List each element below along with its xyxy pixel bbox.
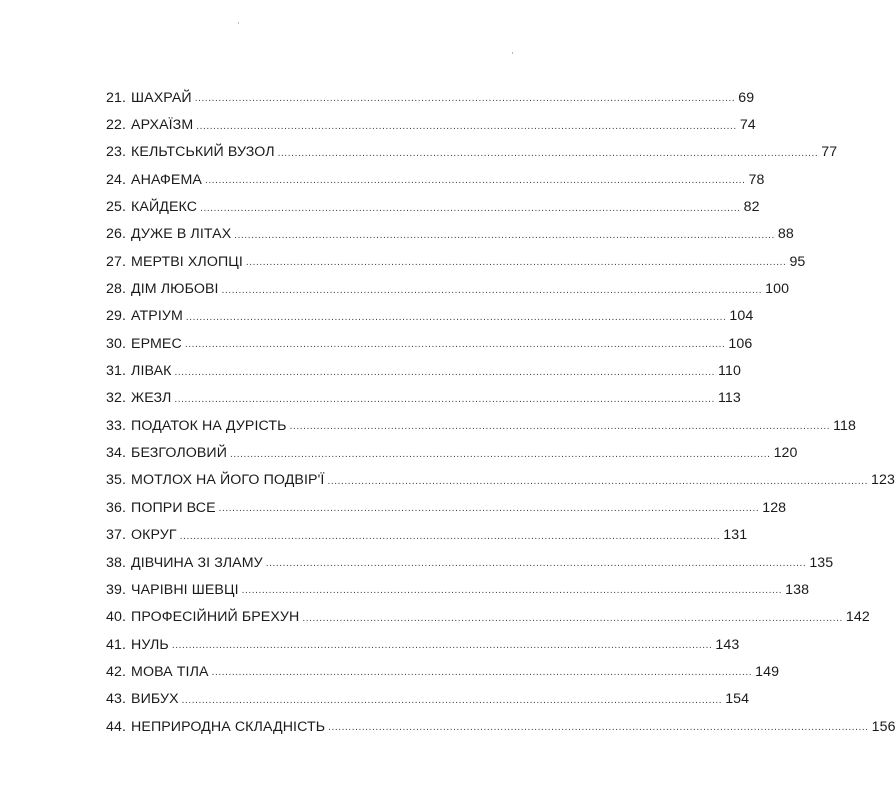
paper-speck bbox=[238, 22, 239, 24]
dot-leader: ................................................................................................................................................................ bbox=[327, 475, 868, 487]
toc-entry[interactable] bbox=[106, 631, 740, 658]
entry-number: 31. bbox=[106, 363, 127, 380]
dot-leader: ................................................................................................................................................................ bbox=[277, 147, 819, 159]
table-of-contents bbox=[106, 84, 896, 740]
entry-number: 28. bbox=[106, 281, 127, 298]
entry-title: ЛІВАК bbox=[131, 363, 172, 380]
dot-leader: ................................................................................................................................................................ bbox=[185, 311, 727, 323]
entry-title: ПОПРИ ВСЕ bbox=[131, 499, 216, 516]
entry-page-number: 135 bbox=[809, 554, 834, 571]
entry-number: 25. bbox=[106, 199, 127, 216]
entry-number: 36. bbox=[106, 499, 127, 516]
dot-leader: ................................................................................................................................................................ bbox=[245, 257, 787, 269]
entry-title: ДІМ ЛЮБОВІ bbox=[131, 281, 219, 298]
entry-title: ДУЖЕ В ЛІТАХ bbox=[131, 226, 232, 243]
entry-page-number: 104 bbox=[729, 308, 754, 325]
entry-number: 44. bbox=[106, 718, 127, 735]
entry-page-number: 149 bbox=[755, 663, 780, 680]
entry-title: ЧАРІВНІ ШЕВЦІ bbox=[131, 581, 239, 598]
entry-title: БЕЗГОЛОВИЙ bbox=[131, 445, 228, 462]
entry-number: 35. bbox=[106, 472, 127, 489]
dot-leader: ................................................................................................................................................................ bbox=[181, 694, 723, 706]
entry-title: ШАХРАЙ bbox=[131, 89, 192, 106]
entry-page-number: 131 bbox=[723, 527, 748, 544]
entry-page-number: 95 bbox=[789, 253, 806, 270]
entry-title: ПРОФЕСІЙНИЙ БРЕХУН bbox=[131, 609, 300, 626]
toc-entry[interactable] bbox=[106, 248, 806, 275]
toc-entry[interactable] bbox=[106, 549, 834, 576]
entry-title: КЕЛЬТСЬКИЙ ВУЗОЛ bbox=[131, 144, 275, 161]
toc-entry[interactable] bbox=[106, 713, 896, 740]
entry-title: ЖЕЗЛ bbox=[131, 390, 172, 407]
entry-number: 34. bbox=[106, 445, 127, 462]
dot-leader: ................................................................................................................................................................ bbox=[174, 393, 715, 405]
entry-number: 41. bbox=[106, 636, 127, 653]
toc-entry[interactable] bbox=[106, 275, 790, 302]
toc-entry[interactable] bbox=[106, 84, 755, 111]
entry-number: 29. bbox=[106, 308, 127, 325]
toc-entry[interactable] bbox=[106, 412, 857, 439]
entry-number: 33. bbox=[106, 417, 127, 434]
entry-page-number: 156 bbox=[871, 718, 896, 735]
toc-entry[interactable] bbox=[106, 330, 753, 357]
entry-title: АНАФЕМА bbox=[131, 171, 202, 188]
entry-title: КАЙДЕКС bbox=[131, 199, 198, 216]
entry-title: НУЛЬ bbox=[131, 636, 169, 653]
entry-number: 39. bbox=[106, 581, 127, 598]
dot-leader: ................................................................................................................................................................ bbox=[302, 612, 843, 624]
dot-leader: ................................................................................................................................................................ bbox=[196, 120, 737, 132]
entry-title: ДІВЧИНА ЗІ ЗЛАМУ bbox=[131, 554, 263, 571]
entry-number: 21. bbox=[106, 89, 127, 106]
entry-number: 24. bbox=[106, 171, 127, 188]
entry-number: 30. bbox=[106, 335, 127, 352]
entry-title: МЕРТВІ ХЛОПЦІ bbox=[131, 253, 243, 270]
entry-page-number: 78 bbox=[748, 171, 765, 188]
paper-speck bbox=[512, 52, 513, 54]
entry-number: 43. bbox=[106, 691, 127, 708]
toc-entry[interactable] bbox=[106, 522, 748, 549]
entry-title: ОКРУГ bbox=[131, 527, 177, 544]
entry-title: НЕПРИРОДНА СКЛАДНІСТЬ bbox=[131, 718, 326, 735]
entry-page-number: 88 bbox=[777, 226, 794, 243]
entry-page-number: 82 bbox=[743, 199, 760, 216]
dot-leader: ................................................................................................................................................................ bbox=[179, 530, 721, 542]
entry-page-number: 69 bbox=[738, 89, 755, 106]
toc-entry[interactable] bbox=[106, 494, 787, 521]
entry-page-number: 123 bbox=[870, 472, 895, 489]
entry-page-number: 110 bbox=[718, 363, 741, 380]
entry-page-number: 143 bbox=[715, 636, 740, 653]
dot-leader: ................................................................................................................................................................ bbox=[211, 667, 753, 679]
entry-page-number: 138 bbox=[785, 581, 810, 598]
dot-leader: ................................................................................................................................................................ bbox=[265, 558, 807, 570]
toc-entry[interactable] bbox=[106, 686, 750, 713]
dot-leader: ................................................................................................................................................................ bbox=[221, 284, 763, 296]
entry-number: 32. bbox=[106, 390, 127, 407]
toc-entry[interactable] bbox=[106, 193, 760, 220]
entry-page-number: 142 bbox=[845, 609, 870, 626]
dot-leader: ................................................................................................................................................................ bbox=[204, 175, 746, 187]
dot-leader: ................................................................................................................................................................ bbox=[289, 421, 831, 433]
toc-entry[interactable] bbox=[106, 604, 870, 631]
entry-page-number: 74 bbox=[739, 117, 756, 134]
entry-page-number: 100 bbox=[765, 281, 790, 298]
dot-leader: ................................................................................................................................................................ bbox=[218, 503, 760, 515]
entry-number: 27. bbox=[106, 253, 127, 270]
entry-title: ЕРМЕС bbox=[131, 335, 182, 352]
entry-title: ВИБУХ bbox=[131, 691, 179, 708]
dot-leader: ................................................................................................................................................................ bbox=[174, 366, 716, 378]
dot-leader: ................................................................................................................................................................ bbox=[328, 722, 869, 734]
dot-leader: ................................................................................................................................................................ bbox=[171, 640, 713, 652]
dot-leader: ................................................................................................................................................................ bbox=[184, 339, 726, 351]
toc-entry[interactable] bbox=[106, 221, 794, 248]
entry-title: МОВА ТІЛА bbox=[131, 663, 209, 680]
entry-title: АТРІУМ bbox=[131, 308, 183, 325]
entry-page-number: 154 bbox=[725, 691, 750, 708]
toc-entry[interactable] bbox=[106, 658, 780, 685]
entry-number: 42. bbox=[106, 663, 127, 680]
dot-leader: ................................................................................................................................................................ bbox=[194, 93, 736, 105]
entry-page-number: 106 bbox=[728, 335, 753, 352]
toc-entry[interactable] bbox=[106, 303, 754, 330]
toc-entry[interactable] bbox=[106, 576, 810, 603]
entry-number: 22. bbox=[106, 117, 127, 134]
entry-page-number: 77 bbox=[821, 144, 838, 161]
entry-title: ПОДАТОК НА ДУРІСТЬ bbox=[131, 417, 287, 434]
toc-entry[interactable] bbox=[106, 439, 798, 466]
entry-number: 26. bbox=[106, 226, 127, 243]
entry-page-number: 128 bbox=[762, 499, 787, 516]
entry-title: МОТЛОХ НА ЙОГО ПОДВІР'Ї bbox=[131, 472, 325, 489]
dot-leader: ................................................................................................................................................................ bbox=[241, 585, 783, 597]
toc-entry[interactable] bbox=[106, 467, 895, 494]
entry-number: 40. bbox=[106, 609, 127, 626]
entry-page-number: 120 bbox=[773, 445, 798, 462]
entry-page-number: 113 bbox=[717, 390, 741, 407]
toc-entry[interactable] bbox=[106, 111, 756, 138]
dot-leader: ................................................................................................................................................................ bbox=[200, 202, 741, 214]
entry-page-number: 118 bbox=[833, 417, 857, 434]
entry-number: 38. bbox=[106, 554, 127, 571]
dot-leader: ................................................................................................................................................................ bbox=[234, 229, 775, 241]
toc-entry[interactable] bbox=[106, 166, 765, 193]
toc-entry[interactable] bbox=[106, 385, 741, 412]
toc-entry[interactable] bbox=[106, 357, 741, 384]
entry-number: 37. bbox=[106, 527, 127, 544]
dot-leader: ................................................................................................................................................................ bbox=[230, 448, 771, 460]
entry-title: АРХАЇЗМ bbox=[131, 117, 194, 134]
entry-number: 23. bbox=[106, 144, 127, 161]
toc-entry[interactable] bbox=[106, 139, 838, 166]
